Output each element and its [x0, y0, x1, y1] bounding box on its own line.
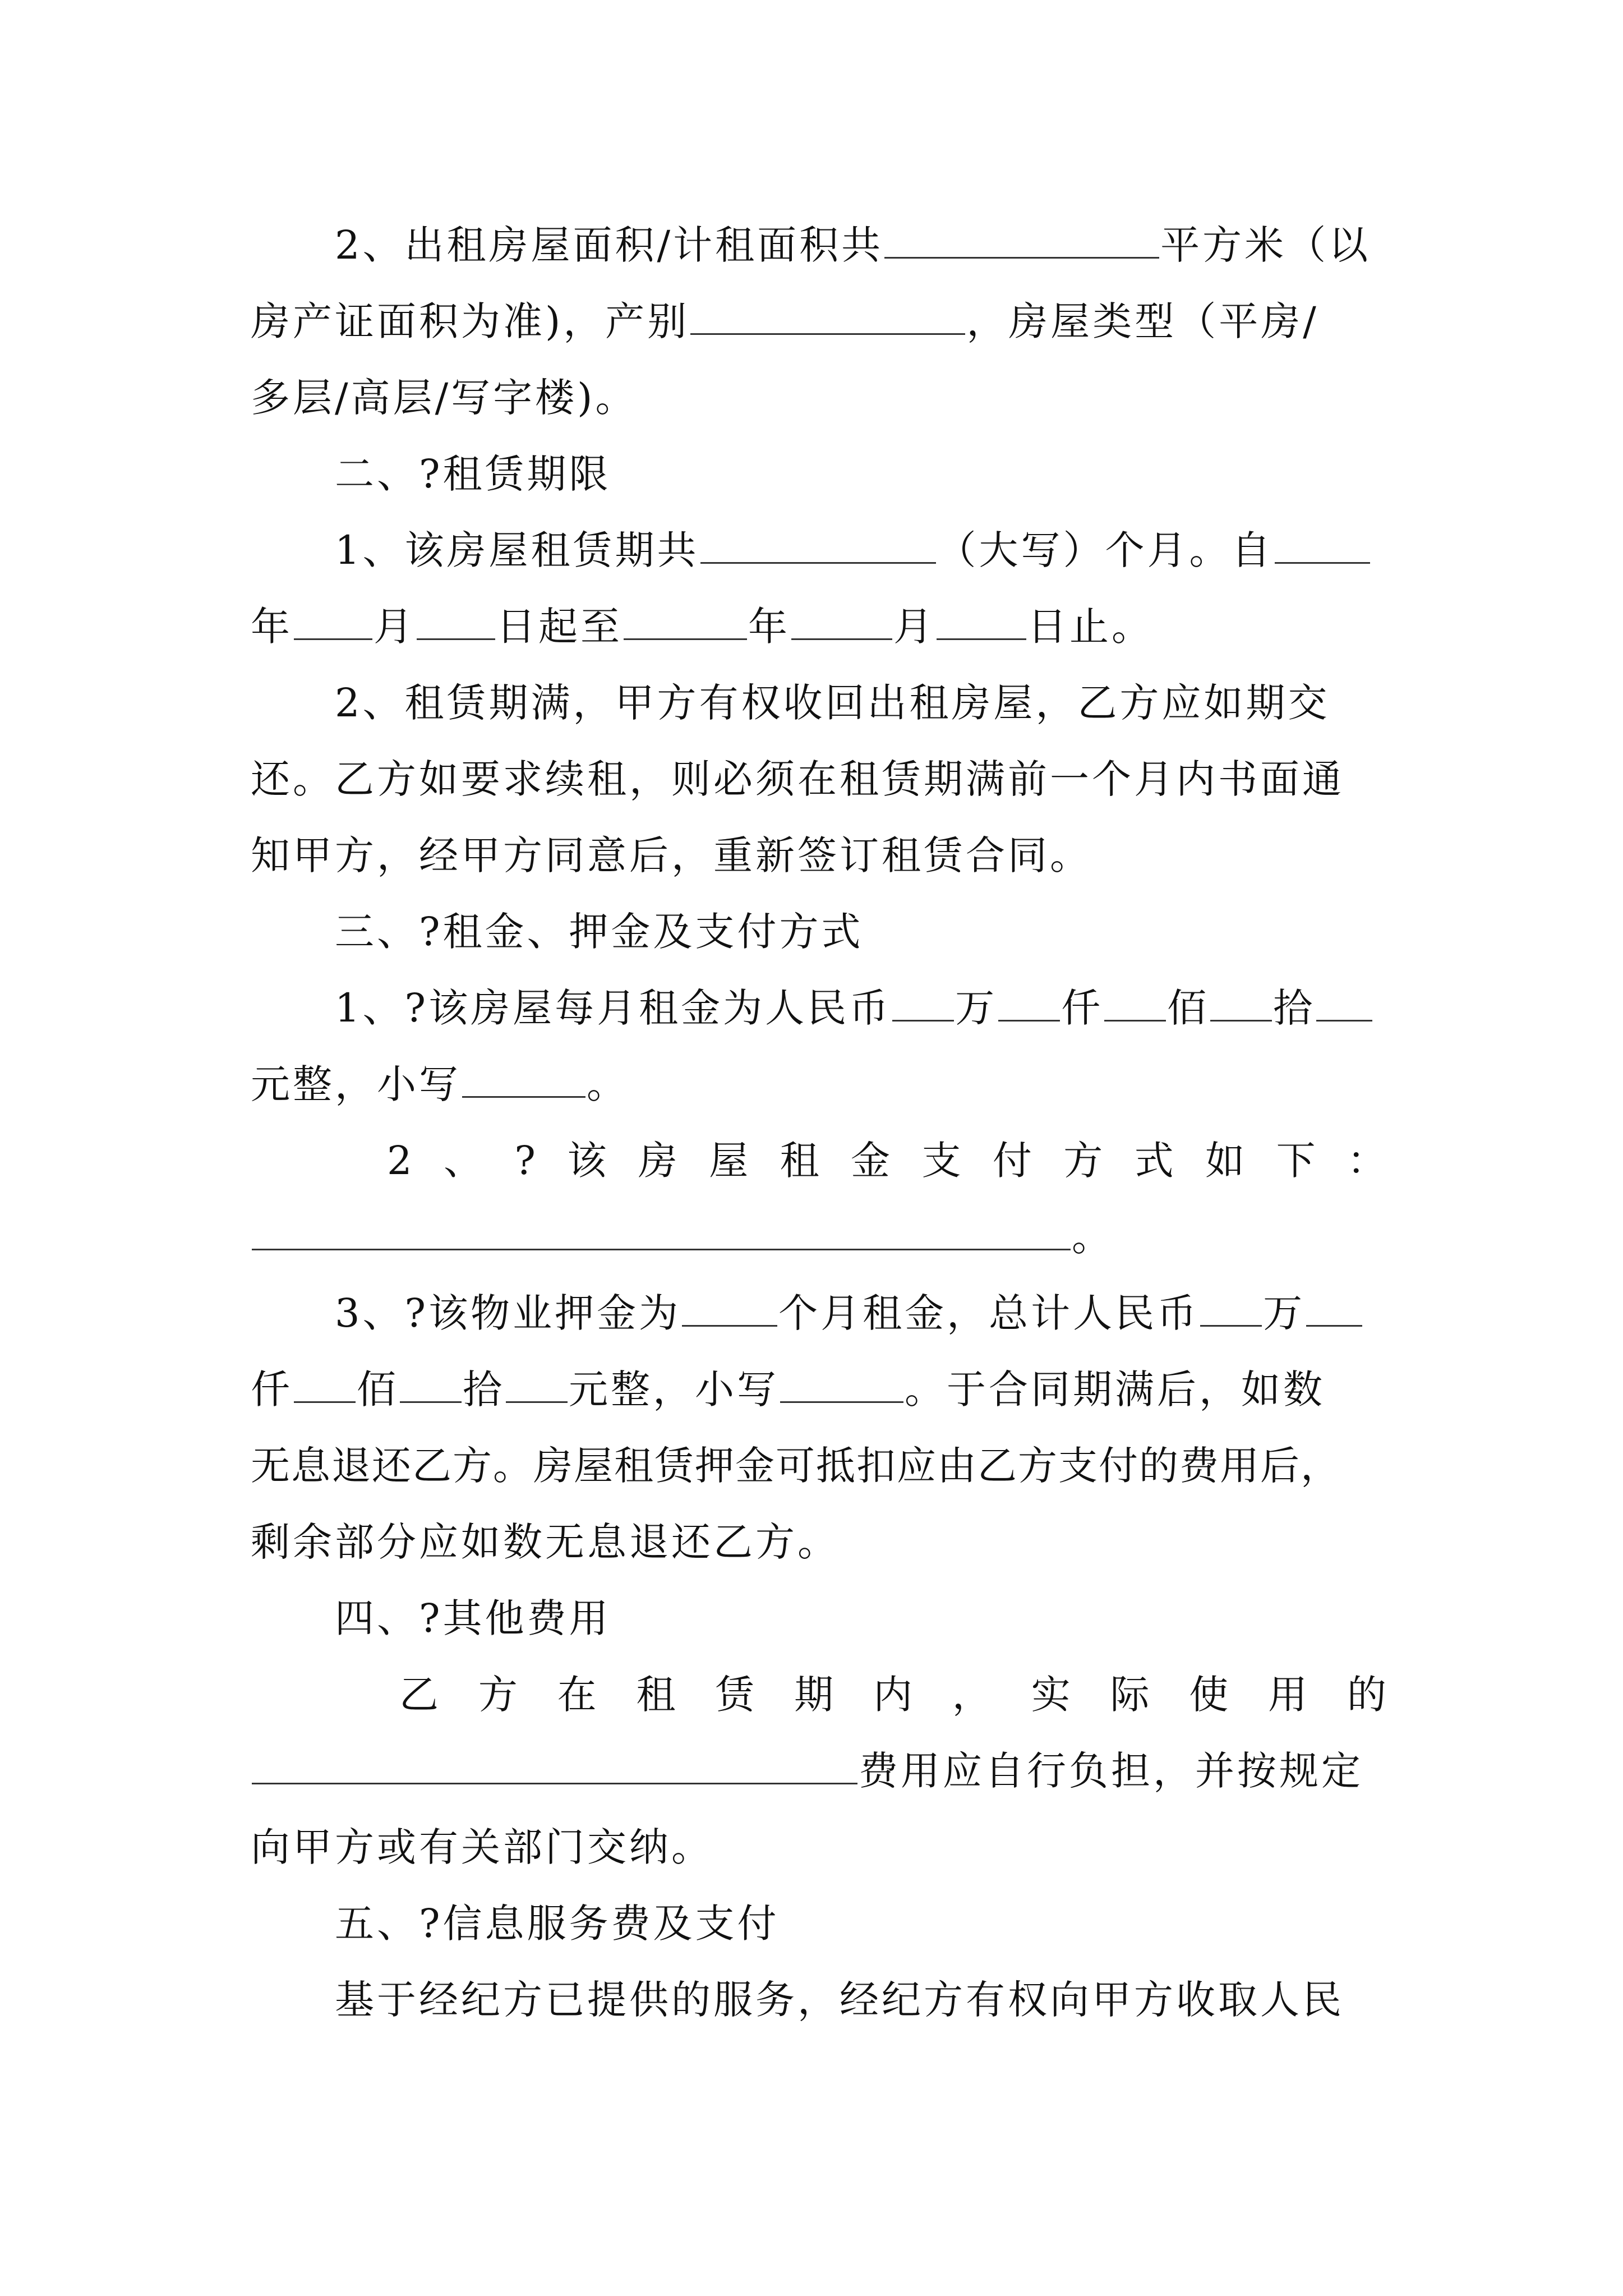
payment-char: 金 [851, 1138, 893, 1184]
lease-term-text: 1、该房屋租赁期共 [335, 527, 699, 573]
deposit-return-text: 。于合同期满后，如数 [905, 1366, 1325, 1412]
period-mark: 。 [587, 1061, 629, 1107]
renewal-text-1: 2、租赁期满，甲方有权收回出租房屋，乙方应如期交 [335, 680, 1330, 726]
deposit-return-line-2 [251, 1511, 1389, 1573]
rent-lowercase-line [251, 1053, 1389, 1115]
payment-char: 、 [443, 1138, 486, 1184]
other-fees-char: 方 [478, 1672, 520, 1718]
other-fees-text-3: 向甲方或有关部门交纳。 [251, 1824, 713, 1870]
other-fees-char: 的 [1347, 1672, 1389, 1718]
lease-months-unit-text: （大写）个月。自 [937, 527, 1274, 573]
deposit-months-blank[interactable] [682, 1289, 777, 1327]
section-heading-text: 二、?租赁期限 [335, 451, 611, 497]
rent-qian-blank[interactable] [998, 984, 1060, 1022]
deposit-amount-line [251, 1359, 1389, 1420]
payment-char: 房 [638, 1138, 680, 1184]
deposit-yuan-blank[interactable] [506, 1365, 568, 1403]
payment-char: 下 [1276, 1138, 1318, 1184]
payment-char: 付 [992, 1138, 1035, 1184]
rent-wan-blank[interactable] [892, 984, 954, 1022]
payment-char: 方 [1063, 1138, 1106, 1184]
lease-term-line [335, 519, 1389, 581]
wan-label: 万 [955, 985, 998, 1031]
section-heading-lease-term [335, 443, 1389, 505]
other-fees-char: 际 [1110, 1672, 1152, 1718]
service-fee-line-1 [335, 1969, 1389, 2031]
lease-months-blank[interactable] [700, 526, 936, 564]
payment-char: 该 [567, 1138, 610, 1184]
payment-char: ： [1347, 1138, 1389, 1184]
wan-label: 万 [1263, 1290, 1306, 1336]
start-day-blank[interactable] [417, 602, 495, 640]
ownership-text: 房产证面积为准)，产别 [251, 298, 690, 344]
other-fees-text-2: 费用应自行负担，并按规定 [859, 1748, 1363, 1794]
deposit-return-text-1: 无息退还乙方。房屋租赁押金可抵扣应由乙方支付的费用后， [251, 1443, 1341, 1489]
deposit-lowercase-text: 元整，小写 [569, 1366, 779, 1412]
area-blank[interactable] [884, 221, 1159, 259]
deposit-return-text-2: 剩余部分应如数无息退还乙方。 [251, 1519, 840, 1565]
other-fees-char: 租 [636, 1672, 679, 1718]
payment-method-blank[interactable] [252, 1213, 1071, 1250]
lease-date-range-line [251, 596, 1389, 657]
shi-label: 拾 [463, 1366, 505, 1412]
start-day-label: 日起至 [496, 604, 623, 650]
service-fee-text-1: 基于经纪方已提供的服务，经纪方有权向甲方收取人民 [335, 1977, 1344, 2023]
house-type-text: ，房屋类型（平房/ [966, 298, 1319, 344]
other-fees-char: 赁 [715, 1672, 758, 1718]
renewal-text-2: 还。乙方如要求续租，则必须在租赁期满前一个月内书面通 [251, 756, 1344, 802]
section-heading-text: 五、?信息服务费及支付 [335, 1901, 780, 1947]
deposit-total-text: 个月租金，总计人民币 [778, 1290, 1200, 1336]
monthly-rent-text: 1、?该房屋每月租金为人民币 [335, 985, 892, 1031]
rent-lowercase-text: 元整，小写 [251, 1061, 461, 1107]
payment-char: 式 [1134, 1138, 1177, 1184]
section-heading-service-fee [335, 1893, 1389, 1954]
area-clause-text: 2、出租房屋面积/计租面积共 [335, 222, 884, 268]
end-year-blank[interactable] [624, 602, 747, 640]
deposit-line [335, 1282, 1389, 1344]
payment-char: 2 [387, 1138, 415, 1184]
deposit-shi-blank[interactable] [400, 1365, 462, 1403]
deposit-return-line-1 [251, 1435, 1389, 1497]
other-fees-line-1 [399, 1664, 1389, 1726]
end-month-blank[interactable] [791, 602, 892, 640]
end-month-label: 月 [893, 604, 935, 650]
qian-label: 仟 [1061, 985, 1104, 1031]
deposit-wan-blank[interactable] [1200, 1289, 1262, 1327]
property-type-line [251, 291, 1389, 352]
start-year-blank[interactable] [1275, 526, 1370, 564]
ownership-blank[interactable] [690, 297, 965, 335]
renewal-text-3: 知甲方，经甲方同意后，重新签订租赁合同。 [251, 832, 1092, 878]
rent-shi-blank[interactable] [1210, 984, 1272, 1022]
house-type-options-text: 多层/高层/写字楼)。 [251, 375, 638, 421]
deposit-qian-blank[interactable] [1306, 1289, 1362, 1327]
other-fees-line-3 [251, 1816, 1389, 1878]
renewal-clause-line-2 [251, 748, 1389, 810]
section-heading-other-fees [335, 1588, 1389, 1649]
section-heading-rent [335, 901, 1389, 963]
other-fees-char: 实 [1031, 1672, 1073, 1718]
monthly-rent-line [335, 977, 1389, 1039]
payment-char: 支 [921, 1138, 964, 1184]
rent-bai-blank[interactable] [1104, 984, 1166, 1022]
payment-char: 租 [780, 1138, 822, 1184]
bai-label: 佰 [357, 1366, 399, 1412]
other-fees-char: 用 [1268, 1672, 1311, 1718]
other-fees-char: 内 [873, 1672, 915, 1718]
payment-char: 屋 [709, 1138, 751, 1184]
deposit-lowercase-blank[interactable] [780, 1365, 903, 1403]
other-fees-char: ， [952, 1672, 994, 1718]
end-year-label: 年 [748, 604, 790, 650]
payment-char: ? [514, 1138, 538, 1184]
renewal-clause-line-3 [251, 825, 1389, 886]
rent-lowercase-blank[interactable] [462, 1060, 585, 1098]
payment-method-blank-line [251, 1206, 1389, 1268]
house-type-options-line [251, 367, 1389, 429]
fee-items-blank[interactable] [252, 1747, 857, 1784]
section-heading-text: 四、?其他费用 [335, 1595, 611, 1641]
other-fees-line-2 [251, 1740, 1389, 1802]
shi-label: 拾 [1273, 985, 1316, 1031]
payment-method-line [387, 1130, 1389, 1191]
area-unit-text: 平方米（以 [1160, 222, 1371, 268]
year-label: 年 [251, 604, 293, 650]
other-fees-char: 在 [557, 1672, 600, 1718]
deposit-bai-blank[interactable] [294, 1365, 356, 1403]
other-fees-char: 使 [1189, 1672, 1232, 1718]
bai-label: 佰 [1167, 985, 1210, 1031]
end-day-label: 日止。 [1027, 604, 1154, 650]
section-heading-text: 三、?租金、押金及支付方式 [335, 909, 864, 955]
qian-label: 仟 [251, 1366, 293, 1412]
area-clause-line [335, 214, 1389, 276]
rent-yuan-blank[interactable] [1316, 984, 1372, 1022]
other-fees-char: 期 [794, 1672, 837, 1718]
month-label: 月 [374, 604, 416, 650]
other-fees-char: 乙 [399, 1672, 441, 1718]
start-month-blank[interactable] [294, 602, 372, 640]
deposit-text: 3、?该物业押金为 [335, 1290, 681, 1336]
period-mark: 。 [1072, 1214, 1114, 1260]
renewal-clause-line-1 [335, 672, 1389, 734]
end-day-blank[interactable] [937, 602, 1026, 640]
payment-char: 如 [1205, 1138, 1248, 1184]
